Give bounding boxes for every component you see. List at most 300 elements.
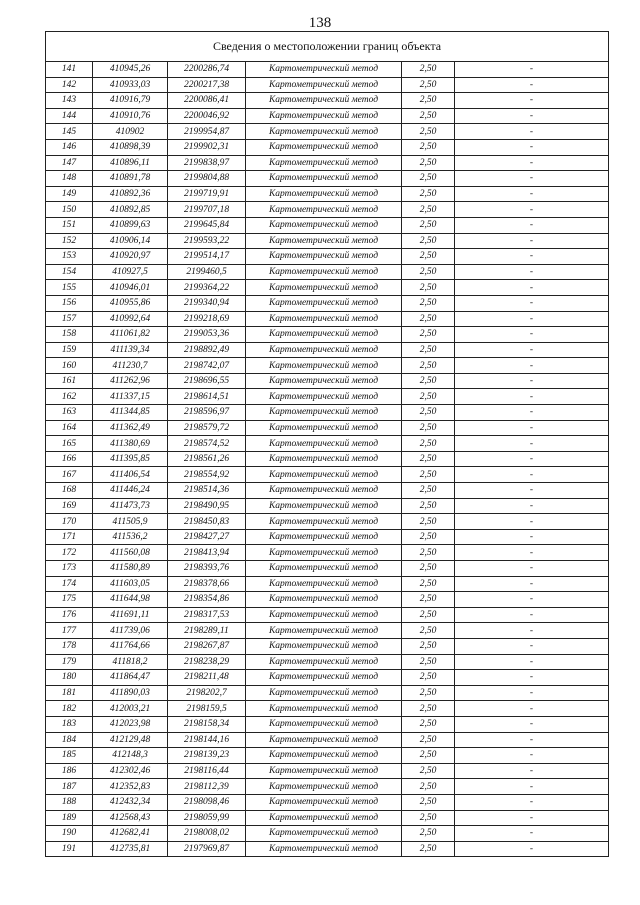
point-number-cell: 181 — [46, 685, 93, 701]
x-coordinate-cell: 411580,89 — [93, 561, 168, 577]
point-number-cell: 155 — [46, 280, 93, 296]
description-cell: - — [455, 685, 609, 701]
x-coordinate-cell: 411380,69 — [93, 436, 168, 452]
description-cell: - — [455, 389, 609, 405]
point-number-cell: 173 — [46, 561, 93, 577]
y-coordinate-cell: 2198393,76 — [168, 561, 246, 577]
x-coordinate-cell: 410891,78 — [93, 171, 168, 187]
point-number-cell: 185 — [46, 748, 93, 764]
precision-cell: 2,50 — [402, 171, 455, 187]
precision-cell: 2,50 — [402, 77, 455, 93]
precision-cell: 2,50 — [402, 561, 455, 577]
table-row — [46, 420, 609, 436]
precision-cell: 2,50 — [402, 779, 455, 795]
precision-cell: 2,50 — [402, 186, 455, 202]
description-cell: - — [455, 483, 609, 499]
x-coordinate-cell: 412682,41 — [93, 826, 168, 842]
x-coordinate-cell: 411230,7 — [93, 358, 168, 374]
table-row — [46, 373, 609, 389]
y-coordinate-cell: 2198098,46 — [168, 794, 246, 810]
precision-cell: 2,50 — [402, 155, 455, 171]
method-cell: Картометрический метод — [246, 654, 402, 670]
precision-cell: 2,50 — [402, 654, 455, 670]
description-cell: - — [455, 202, 609, 218]
precision-cell: 2,50 — [402, 202, 455, 218]
point-number-cell: 157 — [46, 311, 93, 327]
description-cell: - — [455, 670, 609, 686]
y-coordinate-cell: 2198354,86 — [168, 592, 246, 608]
y-coordinate-cell: 2198574,52 — [168, 436, 246, 452]
table-row — [46, 217, 609, 233]
description-cell: - — [455, 62, 609, 78]
y-coordinate-cell: 2199593,22 — [168, 233, 246, 249]
point-number-cell: 161 — [46, 373, 93, 389]
method-cell: Картометрический метод — [246, 794, 402, 810]
point-number-cell: 145 — [46, 124, 93, 140]
y-coordinate-cell: 2198614,51 — [168, 389, 246, 405]
y-coordinate-cell: 2199364,22 — [168, 280, 246, 296]
description-cell: - — [455, 763, 609, 779]
y-coordinate-cell: 2198450,83 — [168, 514, 246, 530]
point-number-cell: 158 — [46, 327, 93, 343]
point-number-cell: 180 — [46, 670, 93, 686]
x-coordinate-cell: 410892,36 — [93, 186, 168, 202]
point-number-cell: 171 — [46, 529, 93, 545]
y-coordinate-cell: 2198238,29 — [168, 654, 246, 670]
table-row — [46, 327, 609, 343]
x-coordinate-cell: 411864,47 — [93, 670, 168, 686]
description-cell: - — [455, 545, 609, 561]
table-row — [46, 405, 609, 421]
x-coordinate-cell: 411505,9 — [93, 514, 168, 530]
method-cell: Картометрический метод — [246, 327, 402, 343]
point-number-cell: 162 — [46, 389, 93, 405]
precision-cell: 2,50 — [402, 139, 455, 155]
y-coordinate-cell: 2198112,39 — [168, 779, 246, 795]
precision-cell: 2,50 — [402, 623, 455, 639]
point-number-cell: 142 — [46, 77, 93, 93]
method-cell: Картометрический метод — [246, 186, 402, 202]
method-cell: Картометрический метод — [246, 638, 402, 654]
x-coordinate-cell: 411691,11 — [93, 607, 168, 623]
point-number-cell: 150 — [46, 202, 93, 218]
table-row — [46, 748, 609, 764]
table-row — [46, 841, 609, 857]
description-cell: - — [455, 342, 609, 358]
method-cell: Картометрический метод — [246, 217, 402, 233]
x-coordinate-cell: 412129,48 — [93, 732, 168, 748]
method-cell: Картометрический метод — [246, 592, 402, 608]
description-cell: - — [455, 732, 609, 748]
description-cell: - — [455, 607, 609, 623]
y-coordinate-cell: 2200086,41 — [168, 93, 246, 109]
y-coordinate-cell: 2198413,94 — [168, 545, 246, 561]
description-cell: - — [455, 529, 609, 545]
description-cell: - — [455, 810, 609, 826]
precision-cell: 2,50 — [402, 483, 455, 499]
description-cell: - — [455, 295, 609, 311]
precision-cell: 2,50 — [402, 405, 455, 421]
point-number-cell: 177 — [46, 623, 93, 639]
precision-cell: 2,50 — [402, 311, 455, 327]
x-coordinate-cell: 412568,43 — [93, 810, 168, 826]
method-cell: Картометрический метод — [246, 732, 402, 748]
x-coordinate-cell: 410902 — [93, 124, 168, 140]
table-row — [46, 108, 609, 124]
description-cell: - — [455, 155, 609, 171]
y-coordinate-cell: 2198742,07 — [168, 358, 246, 374]
table-row — [46, 638, 609, 654]
x-coordinate-cell: 411395,85 — [93, 451, 168, 467]
x-coordinate-cell: 411764,66 — [93, 638, 168, 654]
point-number-cell: 186 — [46, 763, 93, 779]
description-cell: - — [455, 779, 609, 795]
x-coordinate-cell: 411262,96 — [93, 373, 168, 389]
y-coordinate-cell: 2199218,69 — [168, 311, 246, 327]
point-number-cell: 179 — [46, 654, 93, 670]
precision-cell: 2,50 — [402, 249, 455, 265]
precision-cell: 2,50 — [402, 389, 455, 405]
precision-cell: 2,50 — [402, 841, 455, 857]
table-row — [46, 498, 609, 514]
y-coordinate-cell: 2198596,97 — [168, 405, 246, 421]
y-coordinate-cell: 2199053,36 — [168, 327, 246, 343]
table-row — [46, 358, 609, 374]
description-cell: - — [455, 841, 609, 857]
method-cell: Картометрический метод — [246, 171, 402, 187]
y-coordinate-cell: 2198696,55 — [168, 373, 246, 389]
description-cell: - — [455, 358, 609, 374]
point-number-cell: 152 — [46, 233, 93, 249]
y-coordinate-cell: 2198159,5 — [168, 701, 246, 717]
method-cell: Картометрический метод — [246, 295, 402, 311]
table-row — [46, 467, 609, 483]
description-cell: - — [455, 451, 609, 467]
y-coordinate-cell: 2199460,5 — [168, 264, 246, 280]
x-coordinate-cell: 412023,98 — [93, 716, 168, 732]
precision-cell: 2,50 — [402, 124, 455, 140]
point-number-cell: 187 — [46, 779, 93, 795]
y-coordinate-cell: 2199804,88 — [168, 171, 246, 187]
x-coordinate-cell: 411344,85 — [93, 405, 168, 421]
x-coordinate-cell: 411061,82 — [93, 327, 168, 343]
table-row — [46, 389, 609, 405]
point-number-cell: 188 — [46, 794, 93, 810]
description-cell: - — [455, 108, 609, 124]
method-cell: Картометрический метод — [246, 701, 402, 717]
method-cell: Картометрический метод — [246, 264, 402, 280]
precision-cell: 2,50 — [402, 529, 455, 545]
x-coordinate-cell: 412302,46 — [93, 763, 168, 779]
y-coordinate-cell: 2199645,84 — [168, 217, 246, 233]
x-coordinate-cell: 411739,06 — [93, 623, 168, 639]
precision-cell: 2,50 — [402, 467, 455, 483]
table-row — [46, 607, 609, 623]
table-row — [46, 264, 609, 280]
precision-cell: 2,50 — [402, 638, 455, 654]
precision-cell: 2,50 — [402, 607, 455, 623]
table-row — [46, 62, 609, 78]
x-coordinate-cell: 410899,63 — [93, 217, 168, 233]
point-number-cell: 160 — [46, 358, 93, 374]
point-number-cell: 143 — [46, 93, 93, 109]
y-coordinate-cell: 2199707,18 — [168, 202, 246, 218]
method-cell: Картометрический метод — [246, 233, 402, 249]
method-cell: Картометрический метод — [246, 280, 402, 296]
method-cell: Картометрический метод — [246, 93, 402, 109]
table-row — [46, 202, 609, 218]
y-coordinate-cell: 2198116,44 — [168, 763, 246, 779]
point-number-cell: 147 — [46, 155, 93, 171]
point-number-cell: 191 — [46, 841, 93, 857]
precision-cell: 2,50 — [402, 373, 455, 389]
table-title: Сведения о местоположении границ объекта — [46, 32, 609, 62]
y-coordinate-cell: 2198267,87 — [168, 638, 246, 654]
x-coordinate-cell: 410927,5 — [93, 264, 168, 280]
y-coordinate-cell: 2199514,17 — [168, 249, 246, 265]
table-row — [46, 155, 609, 171]
method-cell: Картометрический метод — [246, 685, 402, 701]
table-row — [46, 592, 609, 608]
point-number-cell: 141 — [46, 62, 93, 78]
method-cell: Картометрический метод — [246, 77, 402, 93]
description-cell: - — [455, 420, 609, 436]
description-cell: - — [455, 638, 609, 654]
y-coordinate-cell: 2199954,87 — [168, 124, 246, 140]
x-coordinate-cell: 411603,05 — [93, 576, 168, 592]
method-cell: Картометрический метод — [246, 607, 402, 623]
table-row — [46, 233, 609, 249]
x-coordinate-cell: 410955,86 — [93, 295, 168, 311]
point-number-cell: 151 — [46, 217, 93, 233]
point-number-cell: 144 — [46, 108, 93, 124]
method-cell: Картометрический метод — [246, 826, 402, 842]
method-cell: Картометрический метод — [246, 748, 402, 764]
point-number-cell: 184 — [46, 732, 93, 748]
method-cell: Картометрический метод — [246, 139, 402, 155]
precision-cell: 2,50 — [402, 576, 455, 592]
x-coordinate-cell: 410920,97 — [93, 249, 168, 265]
precision-cell: 2,50 — [402, 794, 455, 810]
x-coordinate-cell: 412003,21 — [93, 701, 168, 717]
y-coordinate-cell: 2198008,02 — [168, 826, 246, 842]
description-cell: - — [455, 405, 609, 421]
x-coordinate-cell: 410898,39 — [93, 139, 168, 155]
method-cell: Картометрический метод — [246, 373, 402, 389]
method-cell: Картометрический метод — [246, 108, 402, 124]
x-coordinate-cell: 412735,81 — [93, 841, 168, 857]
table-row — [46, 186, 609, 202]
y-coordinate-cell: 2198139,23 — [168, 748, 246, 764]
method-cell: Картометрический метод — [246, 561, 402, 577]
method-cell: Картометрический метод — [246, 342, 402, 358]
point-number-cell: 159 — [46, 342, 93, 358]
y-coordinate-cell: 2198561,26 — [168, 451, 246, 467]
description-cell: - — [455, 654, 609, 670]
y-coordinate-cell: 2199902,31 — [168, 139, 246, 155]
y-coordinate-cell: 2198892,49 — [168, 342, 246, 358]
y-coordinate-cell: 2198378,66 — [168, 576, 246, 592]
precision-cell: 2,50 — [402, 716, 455, 732]
table-row — [46, 794, 609, 810]
point-number-cell: 165 — [46, 436, 93, 452]
table-title-row — [46, 32, 609, 62]
precision-cell: 2,50 — [402, 670, 455, 686]
method-cell: Картометрический метод — [246, 841, 402, 857]
precision-cell: 2,50 — [402, 732, 455, 748]
point-number-cell: 182 — [46, 701, 93, 717]
y-coordinate-cell: 2199838,97 — [168, 155, 246, 171]
description-cell: - — [455, 264, 609, 280]
method-cell: Картометрический метод — [246, 716, 402, 732]
boundary-table — [45, 31, 609, 857]
point-number-cell: 178 — [46, 638, 93, 654]
table-row — [46, 249, 609, 265]
description-cell: - — [455, 93, 609, 109]
x-coordinate-cell: 410933,03 — [93, 77, 168, 93]
point-number-cell: 166 — [46, 451, 93, 467]
precision-cell: 2,50 — [402, 826, 455, 842]
x-coordinate-cell: 411362,49 — [93, 420, 168, 436]
description-cell: - — [455, 373, 609, 389]
x-coordinate-cell: 410992,64 — [93, 311, 168, 327]
precision-cell: 2,50 — [402, 93, 455, 109]
table-row — [46, 280, 609, 296]
x-coordinate-cell: 410896,11 — [93, 155, 168, 171]
point-number-cell: 169 — [46, 498, 93, 514]
y-coordinate-cell: 2198202,7 — [168, 685, 246, 701]
y-coordinate-cell: 2198514,36 — [168, 483, 246, 499]
table-row — [46, 93, 609, 109]
y-coordinate-cell: 2199719,91 — [168, 186, 246, 202]
y-coordinate-cell: 2198427,27 — [168, 529, 246, 545]
x-coordinate-cell: 410906,14 — [93, 233, 168, 249]
y-coordinate-cell: 2200217,38 — [168, 77, 246, 93]
description-cell: - — [455, 280, 609, 296]
method-cell: Картометрический метод — [246, 155, 402, 171]
method-cell: Картометрический метод — [246, 514, 402, 530]
description-cell: - — [455, 249, 609, 265]
precision-cell: 2,50 — [402, 358, 455, 374]
precision-cell: 2,50 — [402, 545, 455, 561]
table-row — [46, 139, 609, 155]
precision-cell: 2,50 — [402, 592, 455, 608]
method-cell: Картометрический метод — [246, 420, 402, 436]
precision-cell: 2,50 — [402, 701, 455, 717]
precision-cell: 2,50 — [402, 62, 455, 78]
point-number-cell: 146 — [46, 139, 93, 155]
method-cell: Картометрический метод — [246, 670, 402, 686]
y-coordinate-cell: 2198554,92 — [168, 467, 246, 483]
description-cell: - — [455, 327, 609, 343]
method-cell: Картометрический метод — [246, 763, 402, 779]
method-cell: Картометрический метод — [246, 202, 402, 218]
method-cell: Картометрический метод — [246, 498, 402, 514]
method-cell: Картометрический метод — [246, 311, 402, 327]
precision-cell: 2,50 — [402, 810, 455, 826]
description-cell: - — [455, 592, 609, 608]
method-cell: Картометрический метод — [246, 389, 402, 405]
table-row — [46, 436, 609, 452]
y-coordinate-cell: 2198144,16 — [168, 732, 246, 748]
description-cell: - — [455, 561, 609, 577]
method-cell: Картометрический метод — [246, 623, 402, 639]
point-number-cell: 167 — [46, 467, 93, 483]
x-coordinate-cell: 411536,2 — [93, 529, 168, 545]
table-row — [46, 451, 609, 467]
point-number-cell: 156 — [46, 295, 93, 311]
description-cell: - — [455, 576, 609, 592]
method-cell: Картометрический метод — [246, 358, 402, 374]
x-coordinate-cell: 410946,01 — [93, 280, 168, 296]
description-cell: - — [455, 124, 609, 140]
description-cell: - — [455, 748, 609, 764]
x-coordinate-cell: 411446,24 — [93, 483, 168, 499]
precision-cell: 2,50 — [402, 420, 455, 436]
precision-cell: 2,50 — [402, 342, 455, 358]
x-coordinate-cell: 412432,34 — [93, 794, 168, 810]
method-cell: Картометрический метод — [246, 483, 402, 499]
precision-cell: 2,50 — [402, 295, 455, 311]
x-coordinate-cell: 410910,76 — [93, 108, 168, 124]
table-row — [46, 124, 609, 140]
description-cell: - — [455, 701, 609, 717]
precision-cell: 2,50 — [402, 280, 455, 296]
x-coordinate-cell: 411406,54 — [93, 467, 168, 483]
y-coordinate-cell: 2198211,48 — [168, 670, 246, 686]
point-number-cell: 164 — [46, 420, 93, 436]
point-number-cell: 183 — [46, 716, 93, 732]
y-coordinate-cell: 2198158,34 — [168, 716, 246, 732]
point-number-cell: 168 — [46, 483, 93, 499]
precision-cell: 2,50 — [402, 498, 455, 514]
point-number-cell: 154 — [46, 264, 93, 280]
x-coordinate-cell: 411644,98 — [93, 592, 168, 608]
x-coordinate-cell: 411337,15 — [93, 389, 168, 405]
table-row — [46, 514, 609, 530]
y-coordinate-cell: 2199340,94 — [168, 295, 246, 311]
x-coordinate-cell: 411818,2 — [93, 654, 168, 670]
point-number-cell: 148 — [46, 171, 93, 187]
description-cell: - — [455, 498, 609, 514]
x-coordinate-cell: 410892,85 — [93, 202, 168, 218]
table-row — [46, 779, 609, 795]
table-row — [46, 77, 609, 93]
table-row — [46, 171, 609, 187]
description-cell: - — [455, 623, 609, 639]
method-cell: Картометрический метод — [246, 467, 402, 483]
precision-cell: 2,50 — [402, 217, 455, 233]
x-coordinate-cell: 411473,73 — [93, 498, 168, 514]
x-coordinate-cell: 410945,26 — [93, 62, 168, 78]
precision-cell: 2,50 — [402, 108, 455, 124]
table-row — [46, 311, 609, 327]
table-row — [46, 561, 609, 577]
method-cell: Картометрический метод — [246, 436, 402, 452]
table-row — [46, 529, 609, 545]
table-row — [46, 295, 609, 311]
x-coordinate-cell: 411890,03 — [93, 685, 168, 701]
table-row — [46, 810, 609, 826]
table-row — [46, 685, 609, 701]
y-coordinate-cell: 2198490,95 — [168, 498, 246, 514]
y-coordinate-cell: 2198059,99 — [168, 810, 246, 826]
method-cell: Картометрический метод — [246, 62, 402, 78]
method-cell: Картометрический метод — [246, 124, 402, 140]
description-cell: - — [455, 139, 609, 155]
precision-cell: 2,50 — [402, 514, 455, 530]
description-cell: - — [455, 77, 609, 93]
